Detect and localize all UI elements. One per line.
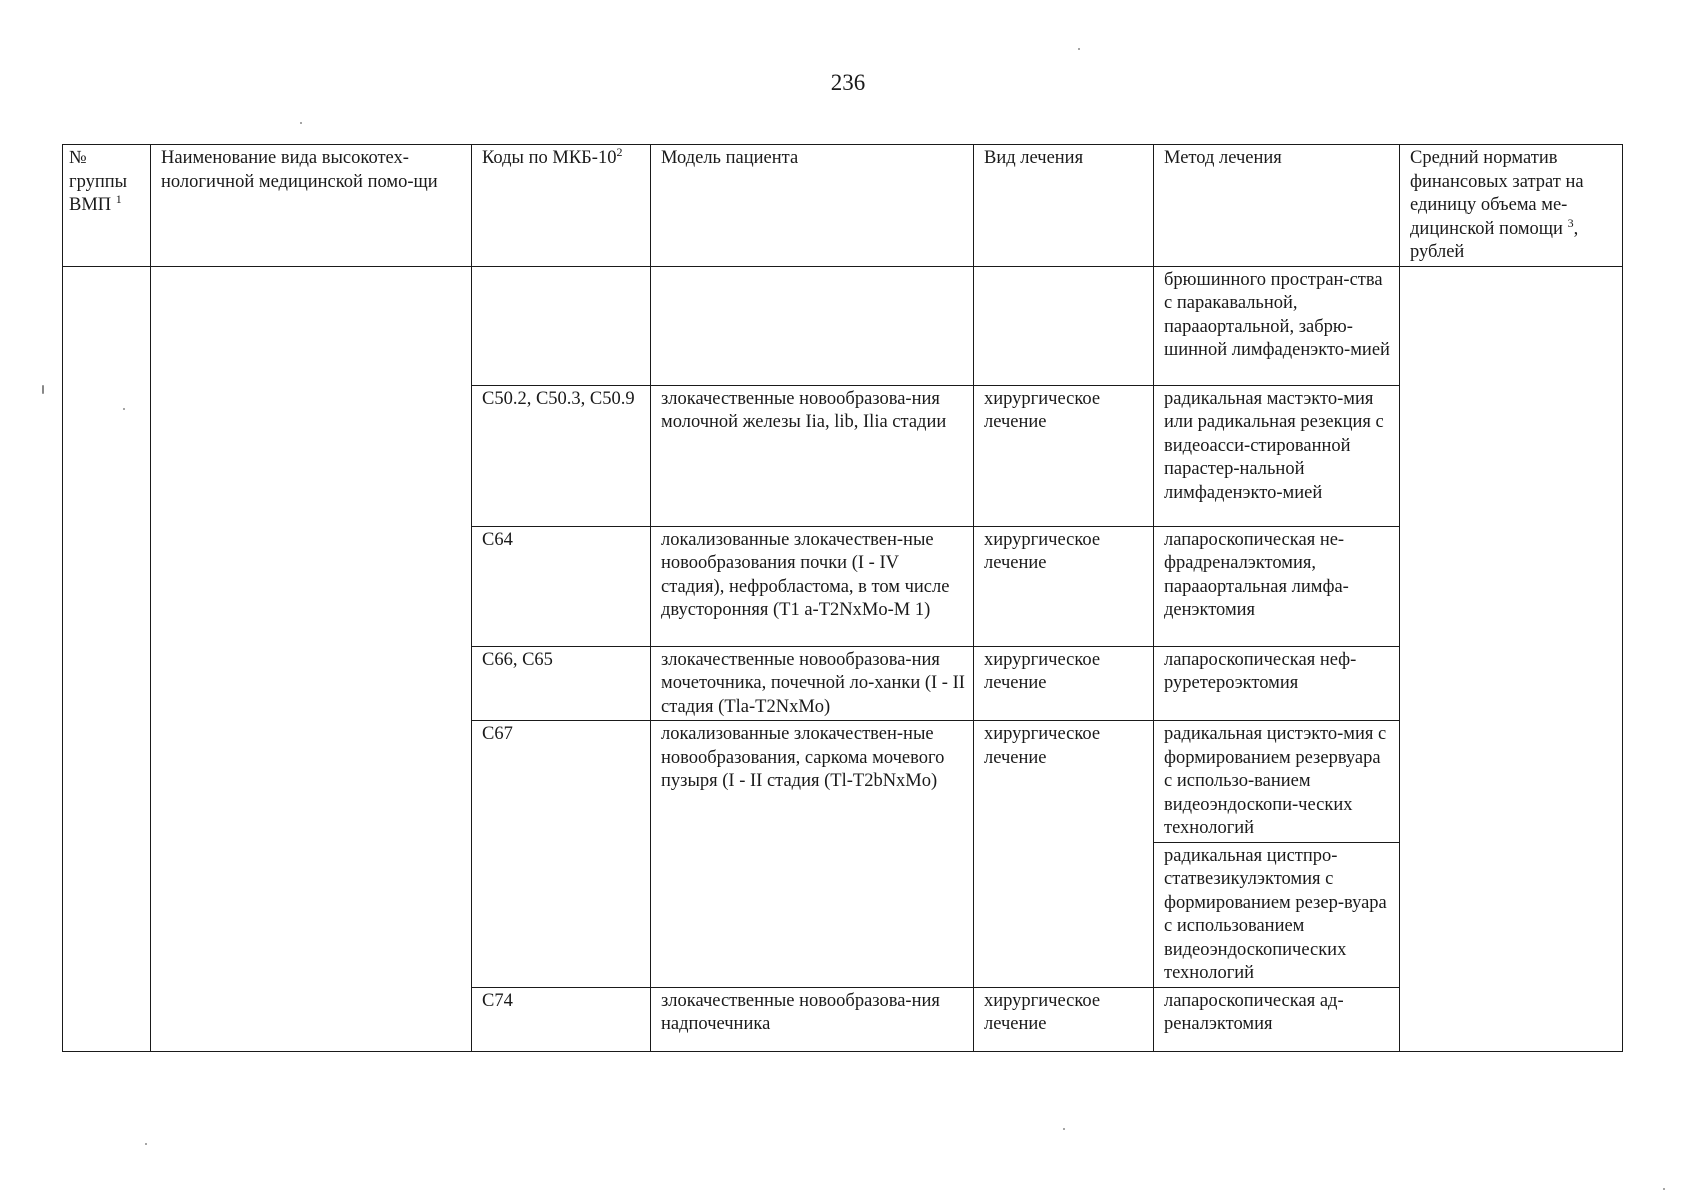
header-patient-model <box>651 145 974 267</box>
header-group-no-line-3 <box>69 191 142 218</box>
cell-treatment: хирургическое лечение <box>974 526 1154 646</box>
cell-model: локализованные злокачествен-ные новообразования почки (I - IV стадия), нефробластома, в том числе двусторонняя (T1 a-T2NxMo-M 1) <box>651 526 974 646</box>
scan-speck <box>300 122 302 124</box>
header-treatment-type-text: Вид лечения <box>984 148 1084 168</box>
header-group-no-line-1: № <box>69 148 87 168</box>
scan-speck <box>1063 1128 1065 1130</box>
cell-treatment: хирургическое лечение <box>974 646 1154 721</box>
cell-codes: C50.2, C50.3, C50.9 <box>472 385 651 526</box>
scan-speck <box>1078 48 1080 50</box>
cell-model: злокачественные новообразова-ния надпочечника <box>651 987 974 1051</box>
header-treatment-method <box>1154 145 1400 267</box>
cell-codes: C74 <box>472 987 651 1051</box>
cell-treatment <box>974 266 1154 385</box>
header-avg-cost-text: Средний норматив финансовых затрат на единицу объема ме-дицинской помощи <box>1410 148 1584 239</box>
table-header-row <box>63 145 1623 267</box>
header-treatment-method-text: Метод лечения <box>1164 148 1282 168</box>
cell-method: лапароскопическая не-фрадреналэктомия, парааортальная лимфа-денэктомия <box>1154 526 1400 646</box>
cell-method: радикальная цистпро-статвезикулэктомия с формированием резер-вуара с использованием видеоэндоскопических технологий <box>1154 842 1400 987</box>
cell-treatment: хирургическое лечение <box>974 721 1154 988</box>
footnote-3-marker: 3 <box>1567 215 1574 230</box>
header-icd-codes <box>472 145 651 267</box>
cell-model: злокачественные новообразова-ния мочеточника, почечной ло-ханки (I - II стадия (Tla-T2NxMo) <box>651 646 974 721</box>
vmp-table <box>62 144 1623 1052</box>
cell-codes: C67 <box>472 721 651 988</box>
cell-avg-cost <box>1400 266 1623 1051</box>
cell-model: злокачественные новообразова-ния молочной железы Iia, lib, Ilia стадии <box>651 385 974 526</box>
scan-speck <box>145 1143 147 1145</box>
header-avg-cost <box>1400 145 1623 267</box>
footnote-1-marker: 1 <box>115 191 122 206</box>
cell-model <box>651 266 974 385</box>
table-row <box>63 266 1623 385</box>
header-avg-cost-suffix: , рублей <box>1410 218 1579 262</box>
footnote-2-marker: 2 <box>616 144 623 159</box>
cell-codes: C64 <box>472 526 651 646</box>
scan-speck <box>1663 1188 1665 1190</box>
cell-treatment: хирургическое лечение <box>974 987 1154 1051</box>
header-treatment-type <box>974 145 1154 267</box>
header-care-type-text: Наименование вида высокотех-нологичной медицинской помо-щи <box>161 148 438 192</box>
header-group-no-text: ВМП <box>69 195 112 215</box>
scan-speck <box>123 408 125 410</box>
cell-method: брюшинного простран-ства с паракавальной, парааортальной, забрю-шинной лимфаденэкто-мией <box>1154 266 1400 385</box>
cell-codes <box>472 266 651 385</box>
cell-group-no <box>63 266 151 1051</box>
cell-model: локализованные злокачествен-ные новообразования, саркома мочевого пузыря (I - II стадия (Tl-T2bNxMo) <box>651 721 974 988</box>
header-care-type <box>151 145 472 267</box>
cell-care-type <box>151 266 472 1051</box>
header-patient-model-text: Модель пациента <box>661 148 799 168</box>
page-number: 236 <box>830 70 866 95</box>
header-icd-codes-text: Коды по МКБ-10 <box>482 148 617 168</box>
header-group-no-line-2: группы <box>69 171 128 192</box>
scan-speck <box>42 385 44 394</box>
cell-treatment: хирургическое лечение <box>974 385 1154 526</box>
cell-method: радикальная цистэкто-мия с формированием резервуара с использо-ванием видеоэндоскопи-ческих технологий <box>1154 721 1400 843</box>
cell-method: лапароскопическая ад-реналэктомия <box>1154 987 1400 1051</box>
cell-codes: C66, C65 <box>472 646 651 721</box>
header-group-no <box>63 145 151 267</box>
cell-method: лапароскопическая неф-руретероэктомия <box>1154 646 1400 721</box>
cell-method: радикальная мастэкто-мия или радикальная резекция с видеоасси-стированной парастер-нальной лимфаденэкто-мией <box>1154 385 1400 526</box>
